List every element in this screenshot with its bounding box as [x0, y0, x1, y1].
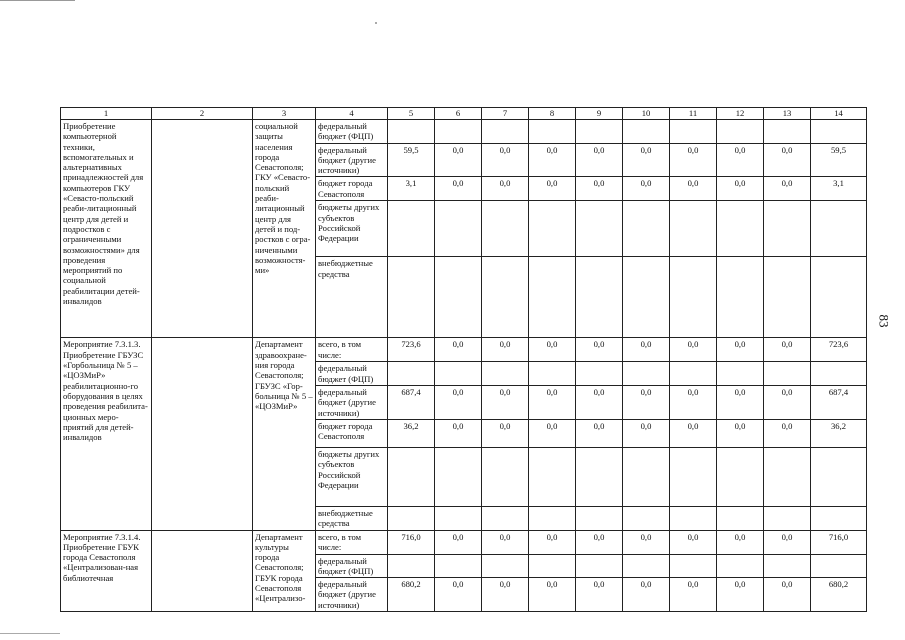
- amount-cell: 0,0: [576, 530, 623, 554]
- amount-cell: 0,0: [623, 578, 670, 612]
- amount-cell: [670, 362, 717, 386]
- amount-cell: [435, 257, 482, 338]
- funding-source-cell: федеральный бюджет (другие источники): [316, 578, 388, 612]
- scan-edge-top: [0, 0, 75, 1]
- amount-cell: [482, 362, 529, 386]
- amount-cell: [576, 506, 623, 530]
- executor-cell: Департамент здравоохране-ния города Севастополя; ГБУЗС «Гор-больница № 5 – «ЦОЗМиР»: [253, 338, 316, 530]
- page-number: 83: [876, 314, 892, 328]
- amount-cell: 0,0: [764, 338, 811, 362]
- amount-cell: [388, 201, 435, 257]
- amount-cell: 0,0: [576, 338, 623, 362]
- amount-cell: [529, 257, 576, 338]
- amount-cell: [623, 554, 670, 578]
- amount-cell: 0,0: [482, 338, 529, 362]
- amount-cell: 0,0: [670, 530, 717, 554]
- amount-cell: 0,0: [717, 338, 764, 362]
- amount-cell: [717, 120, 764, 144]
- amount-cell: [482, 257, 529, 338]
- amount-cell: [717, 554, 764, 578]
- amount-cell: 0,0: [670, 177, 717, 201]
- amount-cell: 0,0: [717, 530, 764, 554]
- funding-source-cell: бюджет города Севастополя: [316, 177, 388, 201]
- amount-cell: 0,0: [529, 338, 576, 362]
- amount-cell: 0,0: [576, 177, 623, 201]
- amount-cell: 0,0: [670, 578, 717, 612]
- amount-cell: [576, 362, 623, 386]
- funding-source-cell: всего, в том числе:: [316, 338, 388, 362]
- amount-cell: 0,0: [529, 143, 576, 177]
- amount-cell: 0,0: [482, 143, 529, 177]
- col-header: 4: [316, 108, 388, 120]
- amount-cell: 0,0: [435, 177, 482, 201]
- deadline-cell: [152, 120, 253, 338]
- amount-cell: [576, 120, 623, 144]
- event-name-cell: Мероприятие 7.3.1.4. Приобретение ГБУК города Севастополя «Централизован-ная библиотечная: [61, 530, 152, 611]
- amount-cell: [717, 257, 764, 338]
- amount-cell: 716,0: [388, 530, 435, 554]
- event-name-cell: Мероприятие 7.3.1.3. Приобретение ГБУЗС «Горбольница № 5 – «ЦОЗМиР» реабилитационно-го оборудования в целях проведения реабилита-ционных меро-приятий для детей-инвалидов: [61, 338, 152, 530]
- amount-cell: 3,1: [811, 177, 867, 201]
- deadline-cell: [152, 338, 253, 530]
- amount-cell: 0,0: [529, 177, 576, 201]
- amount-cell: 0,0: [435, 530, 482, 554]
- amount-cell: [388, 362, 435, 386]
- amount-cell: [623, 120, 670, 144]
- amount-cell: 0,0: [529, 386, 576, 420]
- col-header: 14: [811, 108, 867, 120]
- amount-cell: [811, 201, 867, 257]
- amount-cell: [811, 506, 867, 530]
- col-header: 5: [388, 108, 435, 120]
- table-row: [61, 530, 867, 554]
- amount-cell: [811, 447, 867, 506]
- amount-cell: [388, 120, 435, 144]
- amount-cell: [623, 201, 670, 257]
- executor-cell: Департамент культуры города Севастополя; ГБУК города Севастополя «Централизо-: [253, 530, 316, 611]
- amount-cell: [717, 506, 764, 530]
- amount-cell: 0,0: [670, 143, 717, 177]
- col-header: 1: [61, 108, 152, 120]
- amount-cell: 716,0: [811, 530, 867, 554]
- funding-source-cell: федеральный бюджет (ФЦП): [316, 554, 388, 578]
- amount-cell: [670, 201, 717, 257]
- col-header: 13: [764, 108, 811, 120]
- amount-cell: 687,4: [388, 386, 435, 420]
- table-row: [61, 120, 867, 144]
- amount-cell: 0,0: [435, 578, 482, 612]
- amount-cell: [764, 362, 811, 386]
- header-row: [61, 108, 867, 120]
- executor-cell: социальной защиты населения города Севастополя; ГКУ «Севасто-польский реаби-литационный центр для детей и под-ростков с огра-ниченными возможностя-ми»: [253, 120, 316, 338]
- funding-source-cell: бюджеты других субъектов Российской Федерации: [316, 447, 388, 506]
- amount-cell: [529, 120, 576, 144]
- col-header: 3: [253, 108, 316, 120]
- amount-cell: 0,0: [764, 177, 811, 201]
- amount-cell: 3,1: [388, 177, 435, 201]
- amount-cell: 0,0: [623, 530, 670, 554]
- amount-cell: 0,0: [435, 338, 482, 362]
- amount-cell: 0,0: [576, 419, 623, 447]
- amount-cell: 0,0: [764, 530, 811, 554]
- amount-cell: [529, 362, 576, 386]
- amount-cell: 0,0: [623, 177, 670, 201]
- amount-cell: [388, 447, 435, 506]
- amount-cell: [623, 257, 670, 338]
- table-row: [61, 338, 867, 362]
- amount-cell: 680,2: [388, 578, 435, 612]
- amount-cell: 0,0: [717, 419, 764, 447]
- amount-cell: 0,0: [435, 386, 482, 420]
- amount-cell: [764, 120, 811, 144]
- amount-cell: [529, 447, 576, 506]
- amount-cell: 0,0: [670, 386, 717, 420]
- amount-cell: [482, 447, 529, 506]
- amount-cell: 687,4: [811, 386, 867, 420]
- funding-source-cell: внебюджетные средства: [316, 506, 388, 530]
- amount-cell: [435, 120, 482, 144]
- col-header: 6: [435, 108, 482, 120]
- amount-cell: [717, 447, 764, 506]
- funding-source-cell: федеральный бюджет (другие источники): [316, 386, 388, 420]
- amount-cell: [529, 201, 576, 257]
- amount-cell: [764, 554, 811, 578]
- amount-cell: 0,0: [576, 143, 623, 177]
- amount-cell: 0,0: [482, 419, 529, 447]
- amount-cell: [388, 506, 435, 530]
- amount-cell: [670, 120, 717, 144]
- deadline-cell: [152, 530, 253, 611]
- funding-source-cell: всего, в том числе:: [316, 530, 388, 554]
- amount-cell: [670, 554, 717, 578]
- amount-cell: [388, 257, 435, 338]
- amount-cell: 0,0: [482, 386, 529, 420]
- funding-source-cell: внебюджетные средства: [316, 257, 388, 338]
- amount-cell: 723,6: [811, 338, 867, 362]
- amount-cell: 0,0: [529, 419, 576, 447]
- amount-cell: 0,0: [764, 578, 811, 612]
- col-header: 11: [670, 108, 717, 120]
- amount-cell: [576, 257, 623, 338]
- amount-cell: [670, 506, 717, 530]
- amount-cell: 0,0: [482, 177, 529, 201]
- amount-cell: 0,0: [529, 578, 576, 612]
- amount-cell: 0,0: [623, 386, 670, 420]
- amount-cell: 36,2: [388, 419, 435, 447]
- scan-edge-bottom: [0, 633, 60, 634]
- amount-cell: 680,2: [811, 578, 867, 612]
- amount-cell: 0,0: [482, 578, 529, 612]
- col-header: 12: [717, 108, 764, 120]
- amount-cell: [529, 554, 576, 578]
- amount-cell: 0,0: [623, 419, 670, 447]
- amount-cell: [482, 201, 529, 257]
- amount-cell: 0,0: [623, 338, 670, 362]
- amount-cell: [529, 506, 576, 530]
- event-name-cell: Приобретение компьютерной техники, вспомогательных и альтернативных принадлежностей для компьютеров ГКУ «Севасто-польский реаби-литационный центр для детей и подростков с ограниченными возможностями» для проведения мероприятий по социальной реабилитации детей-инвалидов: [61, 120, 152, 338]
- amount-cell: 0,0: [670, 419, 717, 447]
- amount-cell: 0,0: [576, 386, 623, 420]
- amount-cell: 723,6: [388, 338, 435, 362]
- col-header: 10: [623, 108, 670, 120]
- col-header: 9: [576, 108, 623, 120]
- amount-cell: 36,2: [811, 419, 867, 447]
- amount-cell: [670, 257, 717, 338]
- funding-source-cell: федеральный бюджет (другие источники): [316, 143, 388, 177]
- amount-cell: [576, 554, 623, 578]
- amount-cell: [435, 447, 482, 506]
- amount-cell: [811, 362, 867, 386]
- amount-cell: 59,5: [388, 143, 435, 177]
- amount-cell: [435, 506, 482, 530]
- amount-cell: 0,0: [670, 338, 717, 362]
- amount-cell: 0,0: [764, 386, 811, 420]
- amount-cell: [764, 201, 811, 257]
- amount-cell: [811, 257, 867, 338]
- amount-cell: 0,0: [764, 419, 811, 447]
- amount-cell: [435, 201, 482, 257]
- amount-cell: [764, 447, 811, 506]
- amount-cell: 0,0: [482, 530, 529, 554]
- amount-cell: 0,0: [717, 143, 764, 177]
- amount-cell: 0,0: [435, 419, 482, 447]
- funding-source-cell: бюджеты других субъектов Российской Федерации: [316, 201, 388, 257]
- amount-cell: [435, 362, 482, 386]
- amount-cell: [623, 506, 670, 530]
- funding-source-cell: бюджет города Севастополя: [316, 419, 388, 447]
- amount-cell: 59,5: [811, 143, 867, 177]
- col-header: 7: [482, 108, 529, 120]
- amount-cell: 0,0: [529, 530, 576, 554]
- scan-dot: [375, 22, 377, 24]
- amount-cell: 0,0: [717, 386, 764, 420]
- amount-cell: 0,0: [576, 578, 623, 612]
- budget-table: [60, 107, 867, 612]
- amount-cell: [576, 447, 623, 506]
- amount-cell: [482, 120, 529, 144]
- amount-cell: [623, 362, 670, 386]
- amount-cell: [811, 120, 867, 144]
- amount-cell: 0,0: [435, 143, 482, 177]
- amount-cell: [717, 362, 764, 386]
- amount-cell: [811, 554, 867, 578]
- amount-cell: [435, 554, 482, 578]
- amount-cell: 0,0: [764, 143, 811, 177]
- amount-cell: [717, 201, 764, 257]
- funding-source-cell: федеральный бюджет (ФЦП): [316, 120, 388, 144]
- col-header: 8: [529, 108, 576, 120]
- amount-cell: 0,0: [623, 143, 670, 177]
- amount-cell: 0,0: [717, 578, 764, 612]
- amount-cell: [764, 257, 811, 338]
- amount-cell: 0,0: [717, 177, 764, 201]
- col-header: 2: [152, 108, 253, 120]
- amount-cell: [764, 506, 811, 530]
- amount-cell: [576, 201, 623, 257]
- amount-cell: [670, 447, 717, 506]
- amount-cell: [623, 447, 670, 506]
- amount-cell: [482, 506, 529, 530]
- funding-source-cell: федеральный бюджет (ФЦП): [316, 362, 388, 386]
- amount-cell: [482, 554, 529, 578]
- amount-cell: [388, 554, 435, 578]
